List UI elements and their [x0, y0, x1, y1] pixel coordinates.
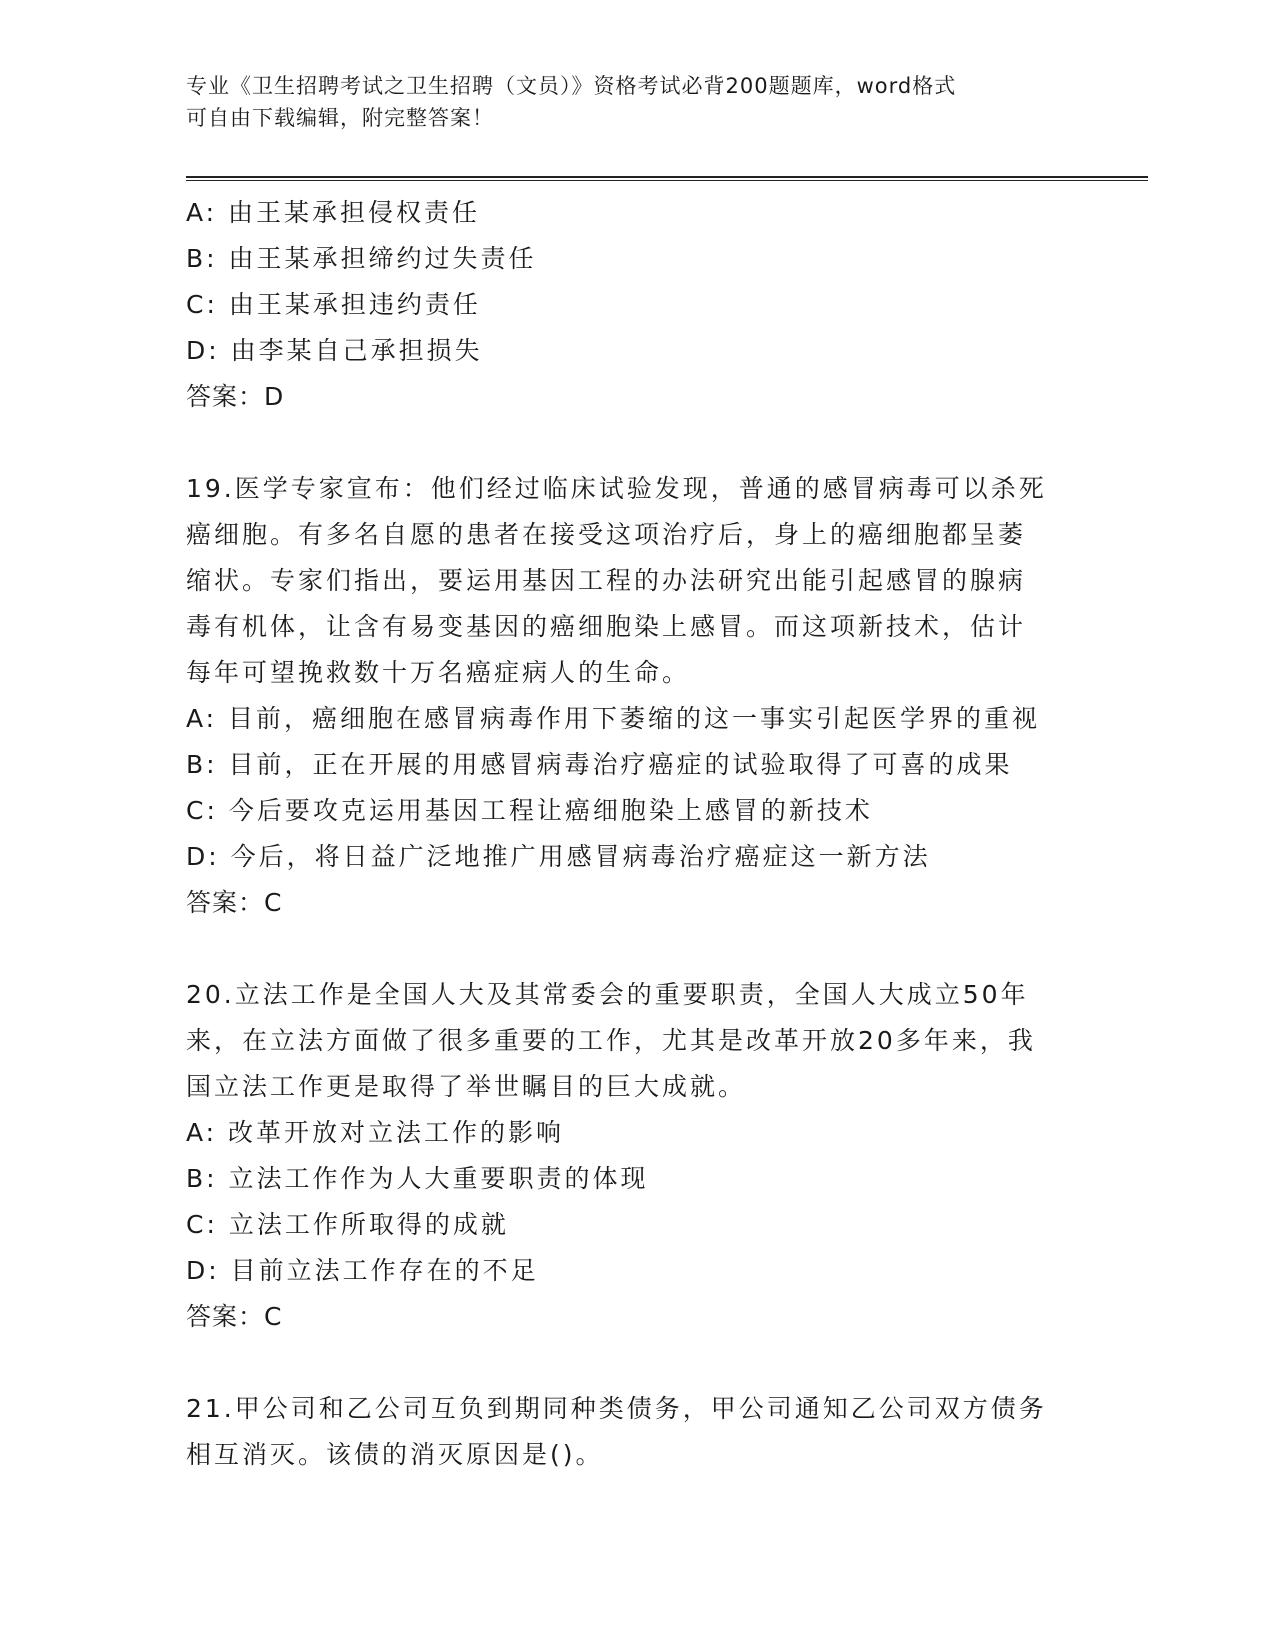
header-divider: [186, 176, 1148, 181]
answer-20: 答案：C: [186, 1302, 283, 1331]
question-content: [186, 190, 1086, 1478]
option-a: A: 由王某承担侵权责任: [186, 198, 481, 227]
header-line-2: 可自由下载编辑，附完整答案！: [186, 106, 494, 130]
question-19-stem-line: 缩状。专家们指出，要运用基因工程的办法研究出能引起感冒的腺病: [186, 566, 1027, 595]
question-19-stem-line: 每年可望挽救数十万名癌症病人的生命。: [186, 658, 691, 687]
option-b: B: 立法工作作为人大重要职责的体现: [186, 1164, 649, 1193]
option-d: D: 今后，将日益广泛地推广用感冒病毒治疗癌症这一新方法: [186, 842, 931, 871]
spacer: [186, 926, 1086, 972]
spacer: [186, 420, 1086, 466]
answer-18: 答案：D: [186, 382, 285, 411]
question-19: [186, 466, 1086, 926]
question-20-stem-line: 20.立法工作是全国人大及其常委会的重要职责，全国人大成立50年: [186, 980, 1029, 1009]
option-b: B: 目前，正在开展的用感冒病毒治疗癌症的试验取得了可喜的成果: [186, 750, 1013, 779]
question-20: [186, 972, 1086, 1340]
question-20-stem-line: 来，在立法方面做了很多重要的工作，尤其是改革开放20多年来，我: [186, 1026, 1036, 1055]
header-line-1: 专业《卫生招聘考试之卫生招聘（文员）》资格考试必背200题题库，word格式: [186, 74, 957, 98]
document-header: [186, 70, 1066, 134]
question-21-stem-line: 21.甲公司和乙公司互负到期同种类债务，甲公司通知乙公司双方债务: [186, 1394, 1047, 1423]
option-d: D: 目前立法工作存在的不足: [186, 1256, 539, 1285]
answer-19: 答案：C: [186, 888, 283, 917]
option-c: C: 由王某承担违约责任: [186, 290, 481, 319]
option-c: C: 今后要攻克运用基因工程让癌细胞染上感冒的新技术: [186, 796, 873, 825]
option-d: D: 由李某自己承担损失: [186, 336, 483, 365]
question-21: [186, 1386, 1086, 1478]
question-18-options: [186, 190, 1086, 374]
option-a: A: 目前，癌细胞在感冒病毒作用下萎缩的这一事实引起医学界的重视: [186, 704, 1041, 733]
question-20-stem-line: 国立法工作更是取得了举世瞩目的巨大成就。: [186, 1072, 747, 1101]
question-19-stem-line: 19.医学专家宣布：他们经过临床试验发现，普通的感冒病毒可以杀死: [186, 474, 1047, 503]
question-19-stem-line: 毒有机体，让含有易变基因的癌细胞染上感冒。而这项新技术，估计: [186, 612, 1027, 641]
option-b: B: 由王某承担缔约过失责任: [186, 244, 537, 273]
option-c: C: 立法工作所取得的成就: [186, 1210, 509, 1239]
question-21-stem-line: 相互消灭。该债的消灭原因是()。: [186, 1440, 604, 1469]
question-19-stem-line: 癌细胞。有多名自愿的患者在接受这项治疗后，身上的癌细胞都呈萎: [186, 520, 1027, 549]
spacer: [186, 1340, 1086, 1386]
option-a: A: 改革开放对立法工作的影响: [186, 1118, 565, 1147]
